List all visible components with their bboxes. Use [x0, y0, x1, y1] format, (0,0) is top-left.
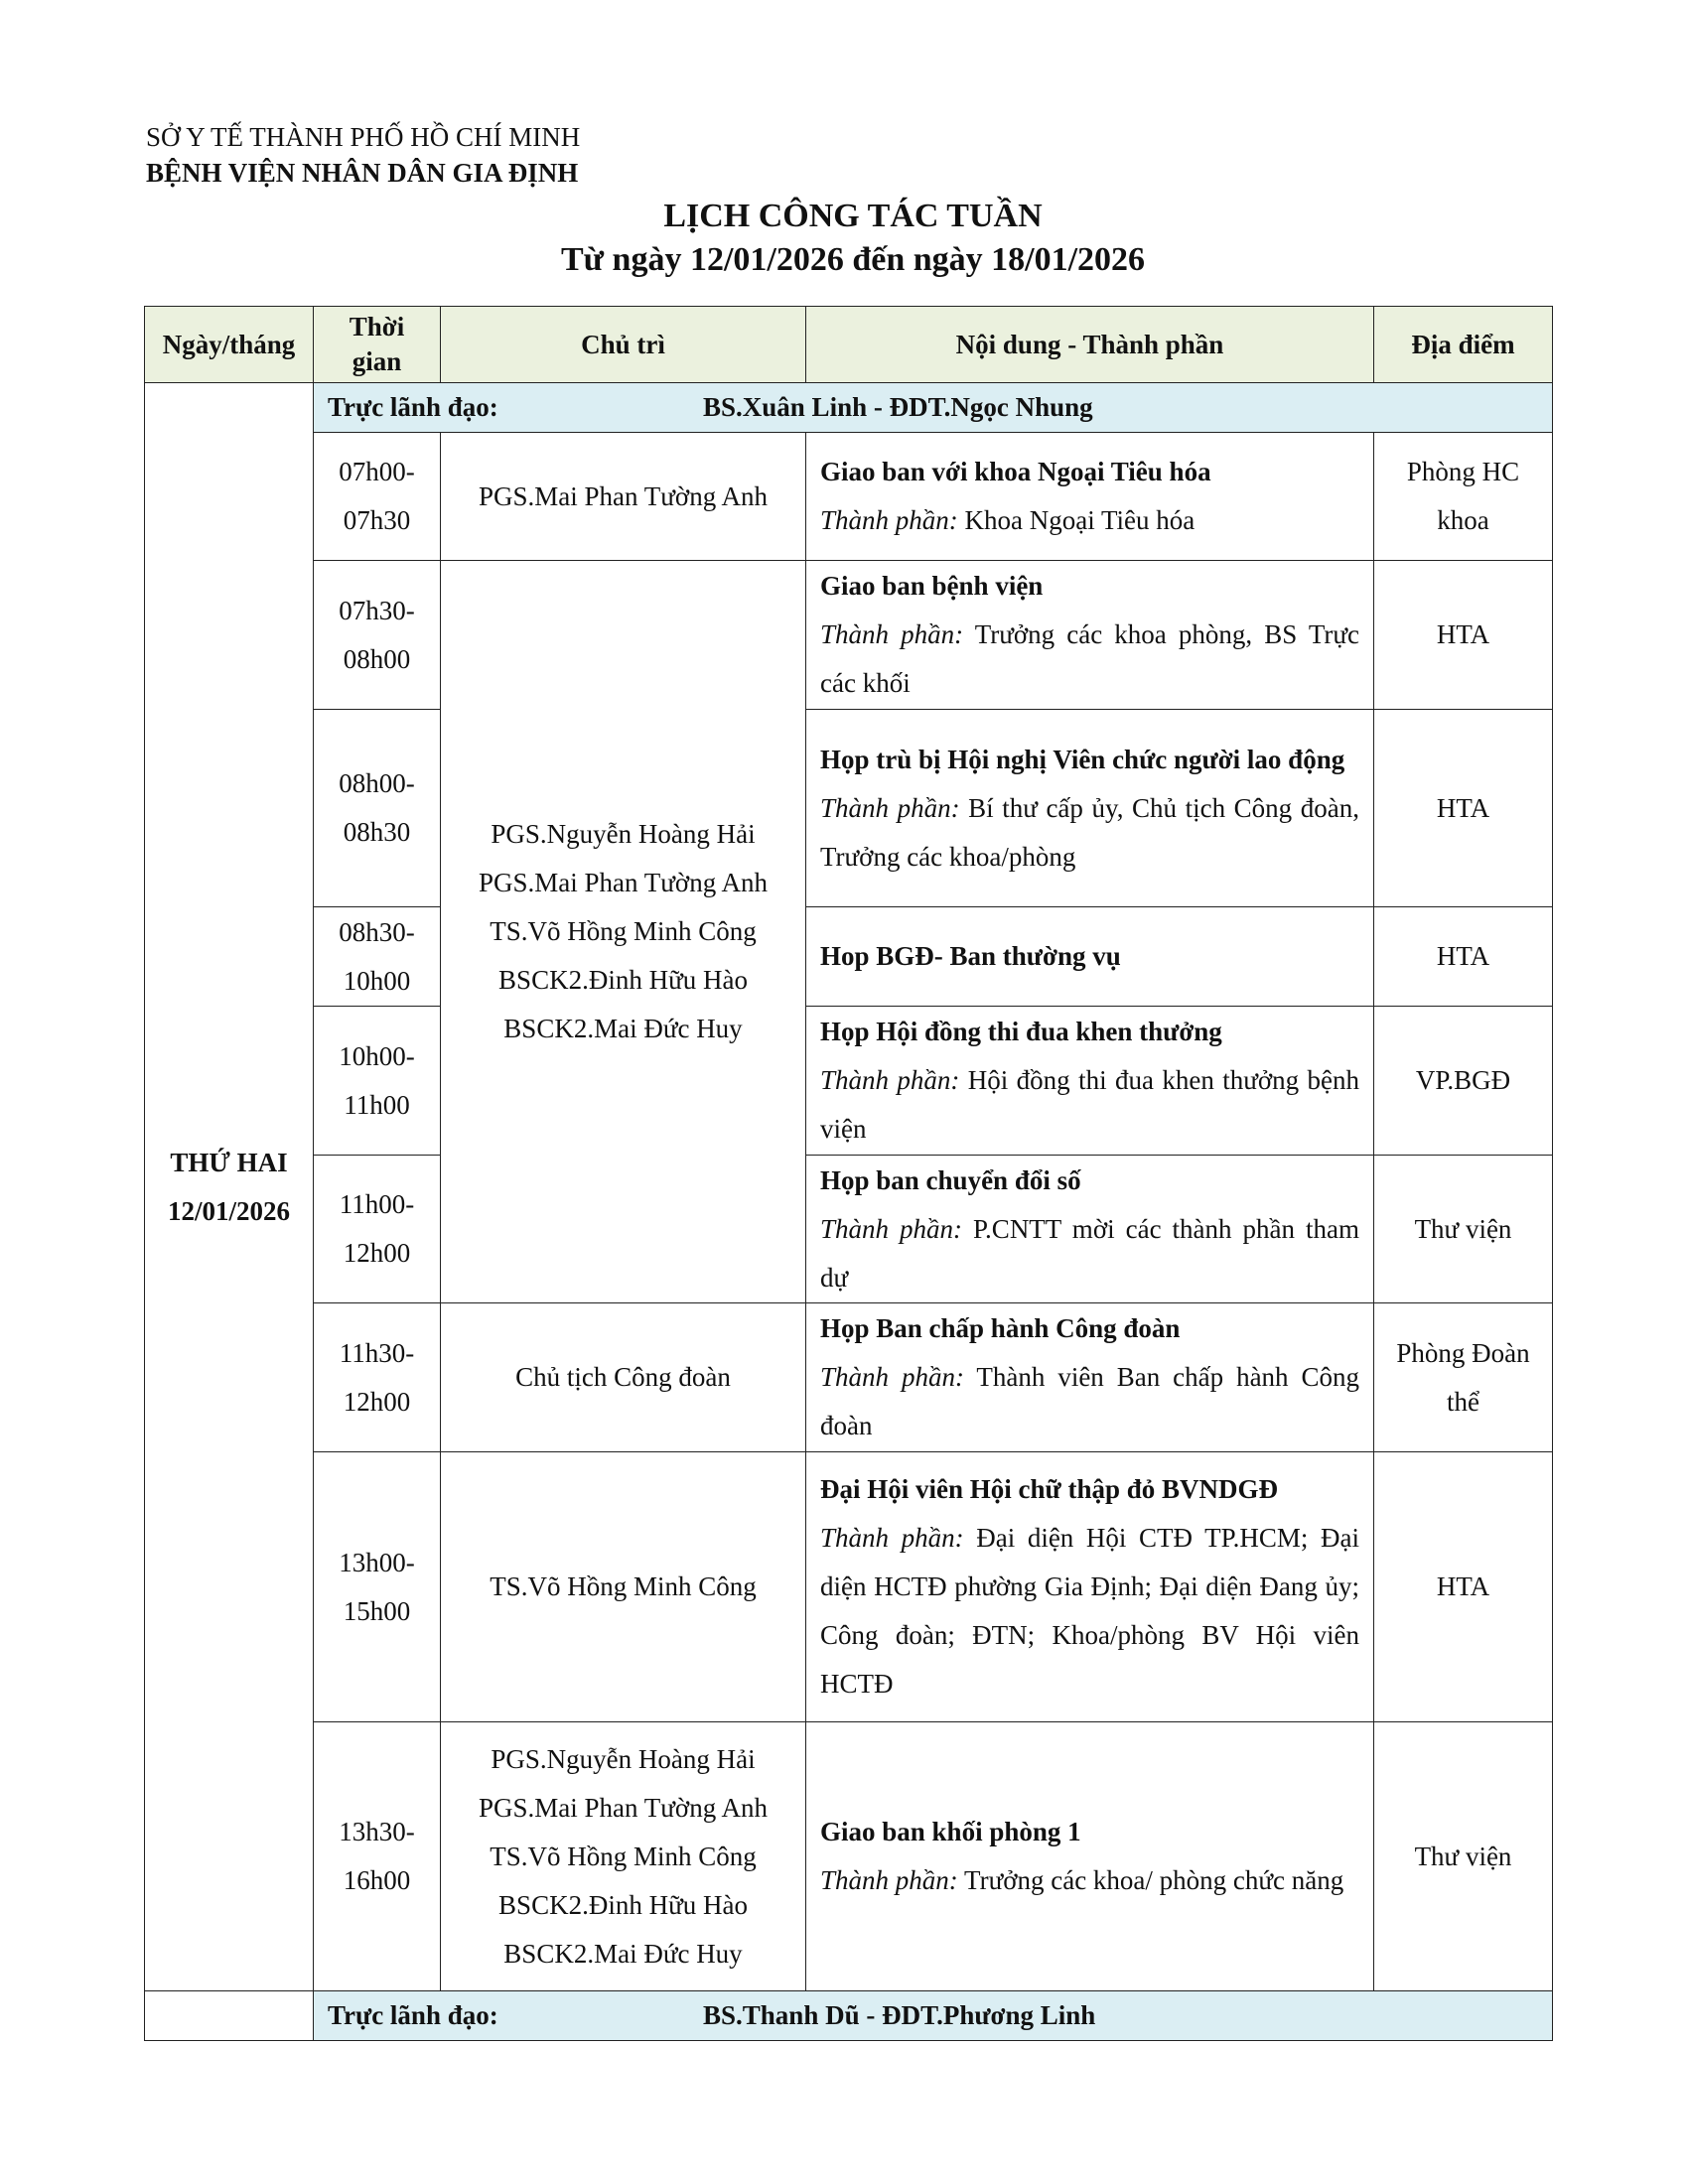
host-cell: TS.Võ Hồng Minh Công: [441, 1452, 806, 1722]
table-row: [145, 710, 1553, 907]
content-cell: Hop BGĐ- Ban thường vụ: [806, 907, 1374, 1007]
location-cell: HTA: [1374, 1452, 1553, 1722]
duty-label: Trực lãnh đạo:: [328, 2000, 498, 2030]
duty-cell: [314, 383, 1553, 433]
table-header-row: [145, 307, 1553, 383]
table-row: [145, 1452, 1553, 1722]
schedule-table: [144, 306, 1553, 2041]
org-line-1: SỞ Y TẾ THÀNH PHỐ HỒ CHÍ MINH: [146, 122, 581, 152]
header-time: Thời gian: [314, 307, 441, 383]
time-cell: 11h00- 12h00: [314, 1156, 441, 1303]
day-name: THỨ HAI: [170, 1147, 288, 1177]
location-cell: Thư viện: [1374, 1156, 1553, 1303]
content-cell: Giao ban với khoa Ngoại Tiêu hóa Thành phần: Khoa Ngoại Tiêu hóa: [806, 433, 1374, 561]
host-cell: PGS.Mai Phan Tường Anh: [441, 433, 806, 561]
header-host: Chủ trì: [441, 307, 806, 383]
duty-names: BS.Thanh Dũ - ĐDT.Phương Linh: [703, 2000, 1096, 2030]
page-title: LỊCH CÔNG TÁC TUẦN: [663, 198, 1043, 234]
table-row: [145, 1007, 1553, 1156]
header-date: Ngày/tháng: [145, 307, 314, 383]
table-row: [145, 1303, 1553, 1452]
day-cell: [145, 383, 314, 1991]
location-cell: HTA: [1374, 710, 1553, 907]
table-row: [145, 1156, 1553, 1303]
table-row: [145, 433, 1553, 561]
time-cell: 11h30- 12h00: [314, 1303, 441, 1452]
host-group-cell: PGS.Nguyễn Hoàng Hải PGS.Mai Phan Tường Anh TS.Võ Hồng Minh Công BSCK2.Đinh Hữu Hào BSCK2.Mai Đức Huy: [441, 1722, 806, 1991]
location-cell: Phòng Đoàn thể: [1374, 1303, 1553, 1452]
content-cell: Họp Ban chấp hành Công đoàn Thành phần: Thành viên Ban chấp hành Công đoàn: [806, 1303, 1374, 1452]
org-line-2: BỆNH VIỆN NHÂN DÂN GIA ĐỊNH: [146, 158, 579, 188]
location-cell: HTA: [1374, 907, 1553, 1007]
duty-label: Trực lãnh đạo:: [328, 392, 498, 422]
time-cell: 13h30- 16h00: [314, 1722, 441, 1991]
content-cell: Họp Hội đồng thi đua khen thưởng Thành phần: Hội đồng thi đua khen thưởng bệnh viện: [806, 1007, 1374, 1156]
content-cell: Họp trù bị Hội nghị Viên chức người lao động Thành phần: Bí thư cấp ủy, Chủ tịch Công đoàn, Trưởng các khoa/phòng: [806, 710, 1374, 907]
table-row: [145, 1722, 1553, 1991]
location-cell: Thư viện: [1374, 1722, 1553, 1991]
duty-cell: [314, 1991, 1553, 2041]
document-title-block: [0, 195, 1688, 282]
time-cell: 08h00- 08h30: [314, 710, 441, 907]
time-cell: 07h30- 08h00: [314, 561, 441, 710]
time-cell: 13h00- 15h00: [314, 1452, 441, 1722]
content-cell: Đại Hội viên Hội chữ thập đỏ BVNDGĐ Thành phần: Đại diện Hội CTĐ TP.HCM; Đại diện HCTĐ phường Gia Định; Đại diện Đang ủy; Công đoàn; ĐTN; Khoa/phòng BV Hội viên HCTĐ: [806, 1452, 1374, 1722]
header-location: Địa điểm: [1374, 307, 1553, 383]
duty-names: BS.Xuân Linh - ĐDT.Ngọc Nhung: [703, 392, 1093, 422]
time-cell: 08h30- 10h00: [314, 907, 441, 1007]
empty-day-cell: [145, 1991, 314, 2041]
content-cell: Giao ban khối phòng 1 Thành phần: Trưởng các khoa/ phòng chức năng: [806, 1722, 1374, 1991]
location-cell: Phòng HC khoa: [1374, 433, 1553, 561]
host-group-cell: PGS.Nguyễn Hoàng Hải PGS.Mai Phan Tường Anh TS.Võ Hồng Minh Công BSCK2.Đinh Hữu Hào BSCK2.Mai Đức Huy: [441, 561, 806, 1303]
page-subtitle: Từ ngày 12/01/2026 đến ngày 18/01/2026: [560, 241, 1146, 278]
day-date: 12/01/2026: [167, 1195, 290, 1226]
time-cell: 07h00- 07h30: [314, 433, 441, 561]
location-cell: VP.BGĐ: [1374, 1007, 1553, 1156]
content-cell: Họp ban chuyển đổi số Thành phần: P.CNTT mời các thành phần tham dự: [806, 1156, 1374, 1303]
header-content: Nội dung - Thành phần: [806, 307, 1374, 383]
duty-row: [145, 1991, 1553, 2041]
time-cell: 10h00- 11h00: [314, 1007, 441, 1156]
organization-header: [146, 119, 580, 191]
host-cell: Chủ tịch Công đoàn: [441, 1303, 806, 1452]
table-row: [145, 561, 1553, 710]
table-row: [145, 907, 1553, 1007]
duty-row: [145, 383, 1553, 433]
content-cell: Giao ban bệnh viện Thành phần: Trưởng các khoa phòng, BS Trực các khối: [806, 561, 1374, 710]
location-cell: HTA: [1374, 561, 1553, 710]
